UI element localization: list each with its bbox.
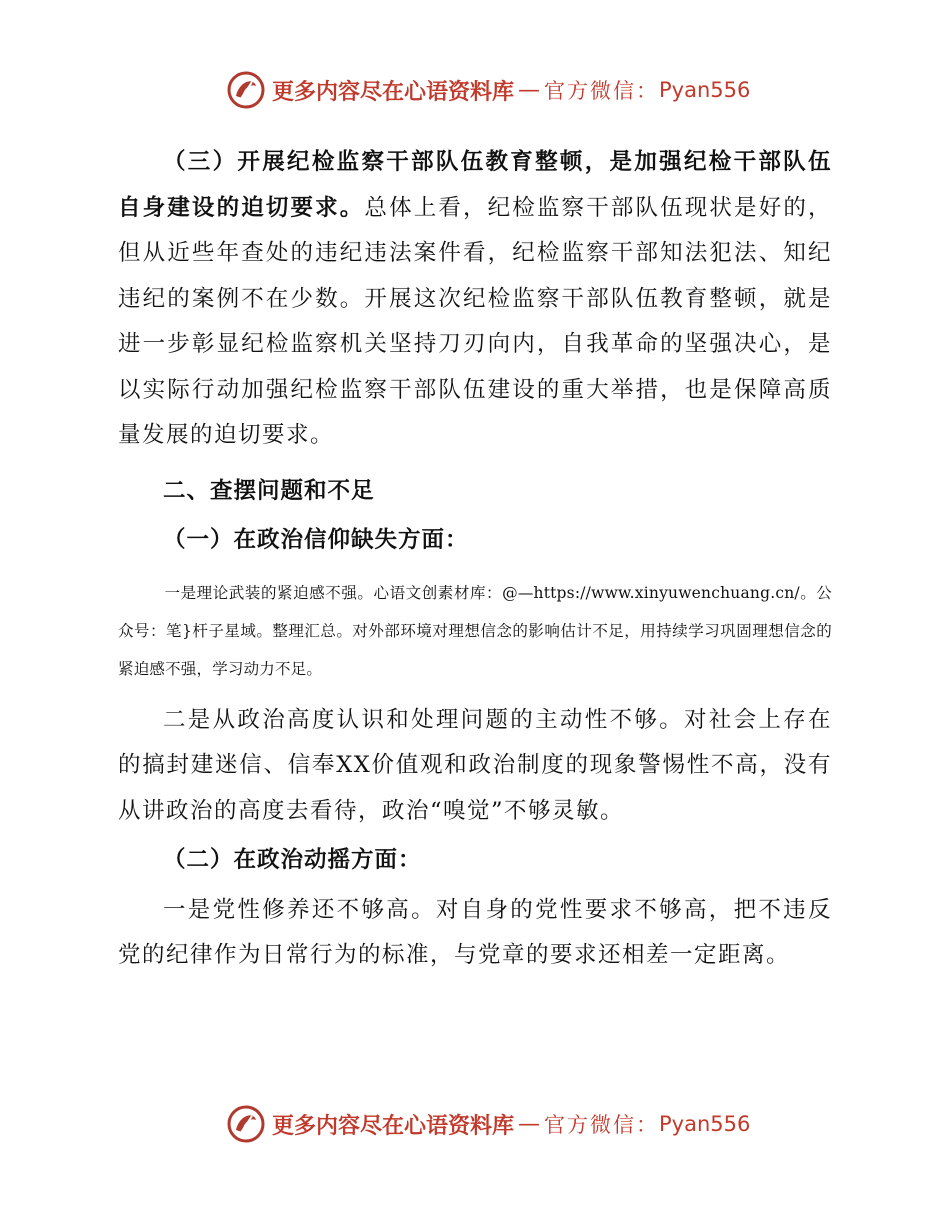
header-banner-separator: — (518, 77, 541, 103)
paragraph-1-heading: （三）开展纪检监察干部队伍教育整顿，是加强纪检干部队伍自身建设的迫切要求。 (118, 149, 832, 221)
footer-wechat-id: Pyan556 (659, 1112, 751, 1136)
subsection-heading-2-1: （一）在政治信仰缺失方面： (163, 527, 469, 553)
paragraph-1-text: 总体上看，纪检监察干部队伍现状是好的，但从近些年查处的违纪违法案件看，纪检监察干部知法犯法、知纪违纪的案例不在少数。开展这次纪检监察干部队伍教育整顿，就是进一步彰显纪检监察机关坚持刀刃向内，自我革命的坚强决心，是以实际行动加强纪检监察干部队伍建设的重大举措，也是保障高质量发展的迫切要求。 (118, 194, 832, 448)
paragraph-2: 二是从政治高度认识和处理问题的主动性不够。对社会上存在的搞封建迷信、信奉XX价值观和政治制度的现象警惕性不高，没有从讲政治的高度去看待，政治“嗅觉”不够灵敏。 (118, 706, 832, 824)
paragraph-1 (118, 140, 832, 459)
paragraph-3: 一是党性修养还不够高。对自身的党性要求不够高，把不违反党的纪律作为日常行为的标准，与党章的要求还相差一定距离。 (118, 896, 832, 968)
header-banner (226, 68, 750, 112)
subsection-heading-2-2: （二）在政治动摇方面： (163, 847, 422, 873)
header-wechat-id: Pyan556 (659, 78, 751, 102)
footer-banner-separator: — (518, 1111, 541, 1137)
section-heading-2: 二、查摆问题和不足 (163, 477, 375, 504)
paragraph-small-note: 一是理论武装的紧迫感不强。心语文创素材库：@—https://www.xinyuwenchuang.cn/。公众号：笔}杆子星域。整理汇总。对外部环境对理想信念的影响估计不足，用持续学习巩固理想信念的紧迫感不强，学习动力不足。 (118, 583, 832, 678)
footer-wechat-label: 官方微信： (544, 1113, 660, 1137)
footer-banner (226, 1102, 750, 1146)
logo-icon (226, 1104, 266, 1144)
footer-banner-text: 更多内容尽在心语资料库 (272, 1112, 515, 1139)
header-banner-text: 更多内容尽在心语资料库 (272, 78, 515, 105)
logo-icon (226, 70, 266, 110)
document-body (118, 140, 832, 979)
header-wechat-label: 官方微信： (544, 79, 660, 103)
